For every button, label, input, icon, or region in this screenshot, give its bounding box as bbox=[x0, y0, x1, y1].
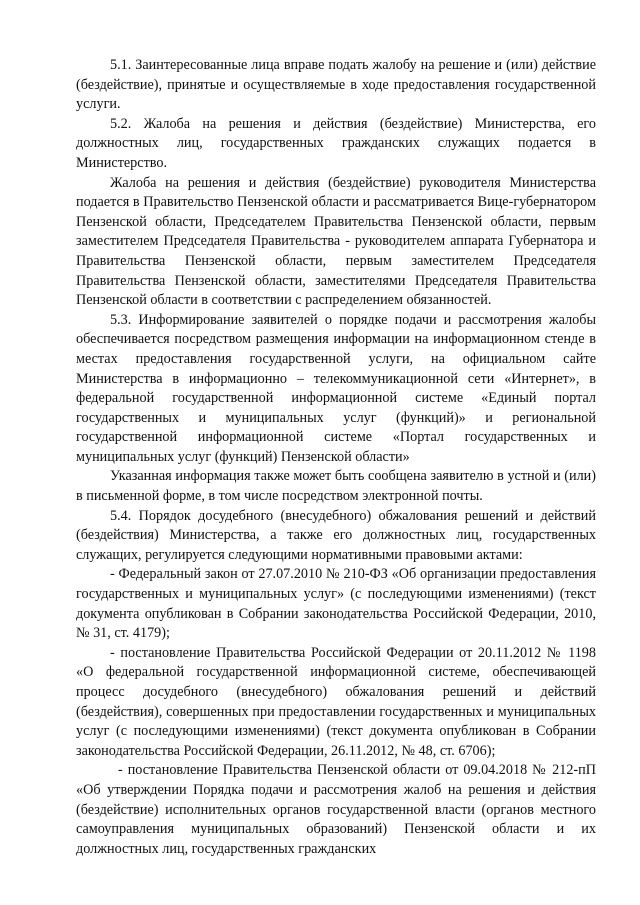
paragraph-5-4: 5.4. Порядок досудебного (внесудебного) обжалования решений и действий (бездействия) Министерства, а также его должностных лиц, государственных служащих, регулируется следующими нормативными правовыми актами: bbox=[76, 507, 596, 563]
paragraph-5-3: 5.3. Информирование заявителей о порядке подачи и рассмотрения жалобы обеспечивается посредством размещения информации на информационном стенде в местах предоставления государственной услуги, на официальном сайте Министерства в информационно – телекоммуникационной сети «Интернет», в федеральной государственной информационной системе «Единый портал государственных и муниципальных услуг (функций)» и региональной государственной информационной системе «Портал государственных и муниципальных услуг (функций) Пензенской области» bbox=[76, 311, 596, 465]
paragraph-5-3-additional: Указанная информация также может быть сообщена заявителю в устной и (или) в письменной форме, в том числе посредством электронной почты. bbox=[76, 468, 596, 505]
document-page bbox=[76, 56, 596, 859]
paragraph-5-2: 5.2. Жалоба на решения и действия (бездействие) Министерства, его должностных лиц, государственных гражданских служащих подается в Министерство. bbox=[76, 115, 596, 171]
list-item-rf-government-resolution: - постановление Правительства Российской Федерации от 20.11.2012 № 1198 «О федеральной государственной информационной системе, обеспечивающей процесс досудебного (внесудебного) обжалования решений и действий (бездействия), совершенных при предоставлении государственных и муниципальных услуг (с последующими изменениями) (текст документа опубликован в Собрании законодательства Российской Федерации, 26.11.2012, № 48, ст. 6706); bbox=[76, 644, 596, 759]
list-item-penza-government-resolution: - постановление Правительства Пензенской области от 09.04.2018 № 212-пП «Об утверждении Порядка подачи и рассмотрения жалоб на решения и действия (бездействие) исполнительных органов государственной власти (органов местного самоуправления муниципальных образований) Пензенской области и их должностных лиц, государственных гражданских bbox=[76, 762, 596, 857]
paragraph-5-1: 5.1. Заинтересованные лица вправе подать жалобу на решение и (или) действие (бездействие), принятые и осуществляемые в ходе предоставления государственной услуги. bbox=[76, 57, 596, 113]
paragraph-5-2-leader-complaint: Жалоба на решения и действия (бездействие) руководителя Министерства подается в Правительство Пензенской области и рассматривается Вице-губернатором Пензенской области, Председателем Правительства Пензенской области, первым заместителем Председателя Правительства - руководителем аппарата Губернатора и Правительства Пензенской области, первым заместителем Председателя Правительства Пензенской области, заместителями Председателя Правительства Пензенской области в соответствии с распределением обязанностей. bbox=[76, 174, 596, 309]
list-item-federal-law: - Федеральный закон от 27.07.2010 № 210-ФЗ «Об организации предоставления государственных и муниципальных услуг» (с последующими изменениями) (текст документа опубликован в Собрании законодательства Российской Федерации, 2010, № 31, ст. 4179); bbox=[76, 566, 596, 642]
